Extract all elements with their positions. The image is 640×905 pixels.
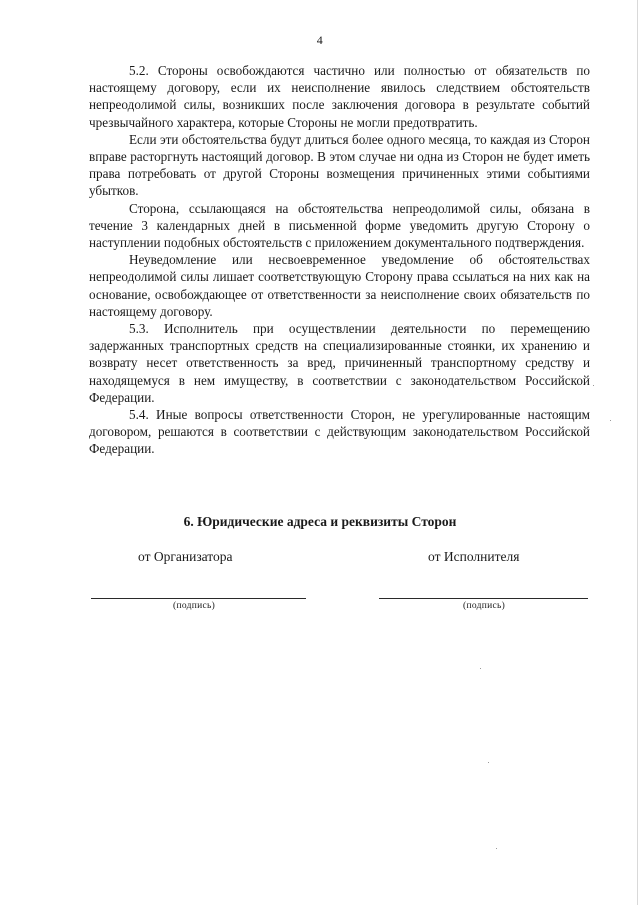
scan-speck [488,762,489,763]
paragraph-5-4: 5.4. Иные вопросы ответственности Сторон, не урегулированные настоящим договором, решаются в соответствии с действующим законодательством Российской Федерации. [89,407,590,457]
paragraph-force-majeure-duration: Если эти обстоятельства будут длиться более одного месяца, то каждая из Сторон вправе расторгнуть настоящий договор. В этом случае ни одна из Сторон не будет иметь права потребовать от другой Стороны возмещения причиненных этими событиями убытков. [89,131,590,199]
paragraph-5-3: 5.3. Исполнитель при осуществлении деятельности по перемещению задержанных транспортных средств на специализированные стоянки, их хранению и возврату несет ответственность за вред, причиненный транспортному средству и находящемуся в нем имуществу, в соответствии с законодательством Российской Федерации. [89,321,590,405]
scan-edge [637,0,638,905]
paragraph-5-2: 5.2. Стороны освобождаются частично или полностью от обязательств по настоящему договору, если их неисполнение явилось следствием обстоятельств непреодолимой силы, возникших после заключения договора в результате событий чрезвычайного характера, которые Стороны не могли предотвратить. [89,63,590,130]
organizer-signature-line [91,598,306,599]
section-6-title: 6. Юридические адреса и реквизиты Сторон [183,514,457,529]
organizer-signature-caption: (подпись) [173,601,216,611]
paragraph-non-notification: Неуведомление или несвоевременное уведомление об обстоятельствах непреодолимой силы лишает соответствующую Сторону права ссылаться на них как на основание, освобождающее от ответственности за неисполнение своих обязательств по настоящему договору. [89,252,590,319]
page-number: 4 [316,33,324,47]
executor-signature-caption: (подпись) [463,601,506,611]
executor-label: от Исполнителя [428,549,520,564]
document-body [89,62,590,458]
scan-speck [496,848,497,849]
organizer-label: от Организатора [138,549,233,564]
scan-speck [610,420,611,421]
scan-speck [480,668,481,669]
paragraph-notification-duty: Сторона, ссылающаяся на обстоятельства непреодолимой силы, обязана в течение 3 календарных дней в письменной форме уведомить другую Сторону о наступлении подобных обстоятельств с приложением документального подтверждения. [89,200,590,251]
executor-signature-line [379,598,588,599]
scan-speck [593,385,594,386]
